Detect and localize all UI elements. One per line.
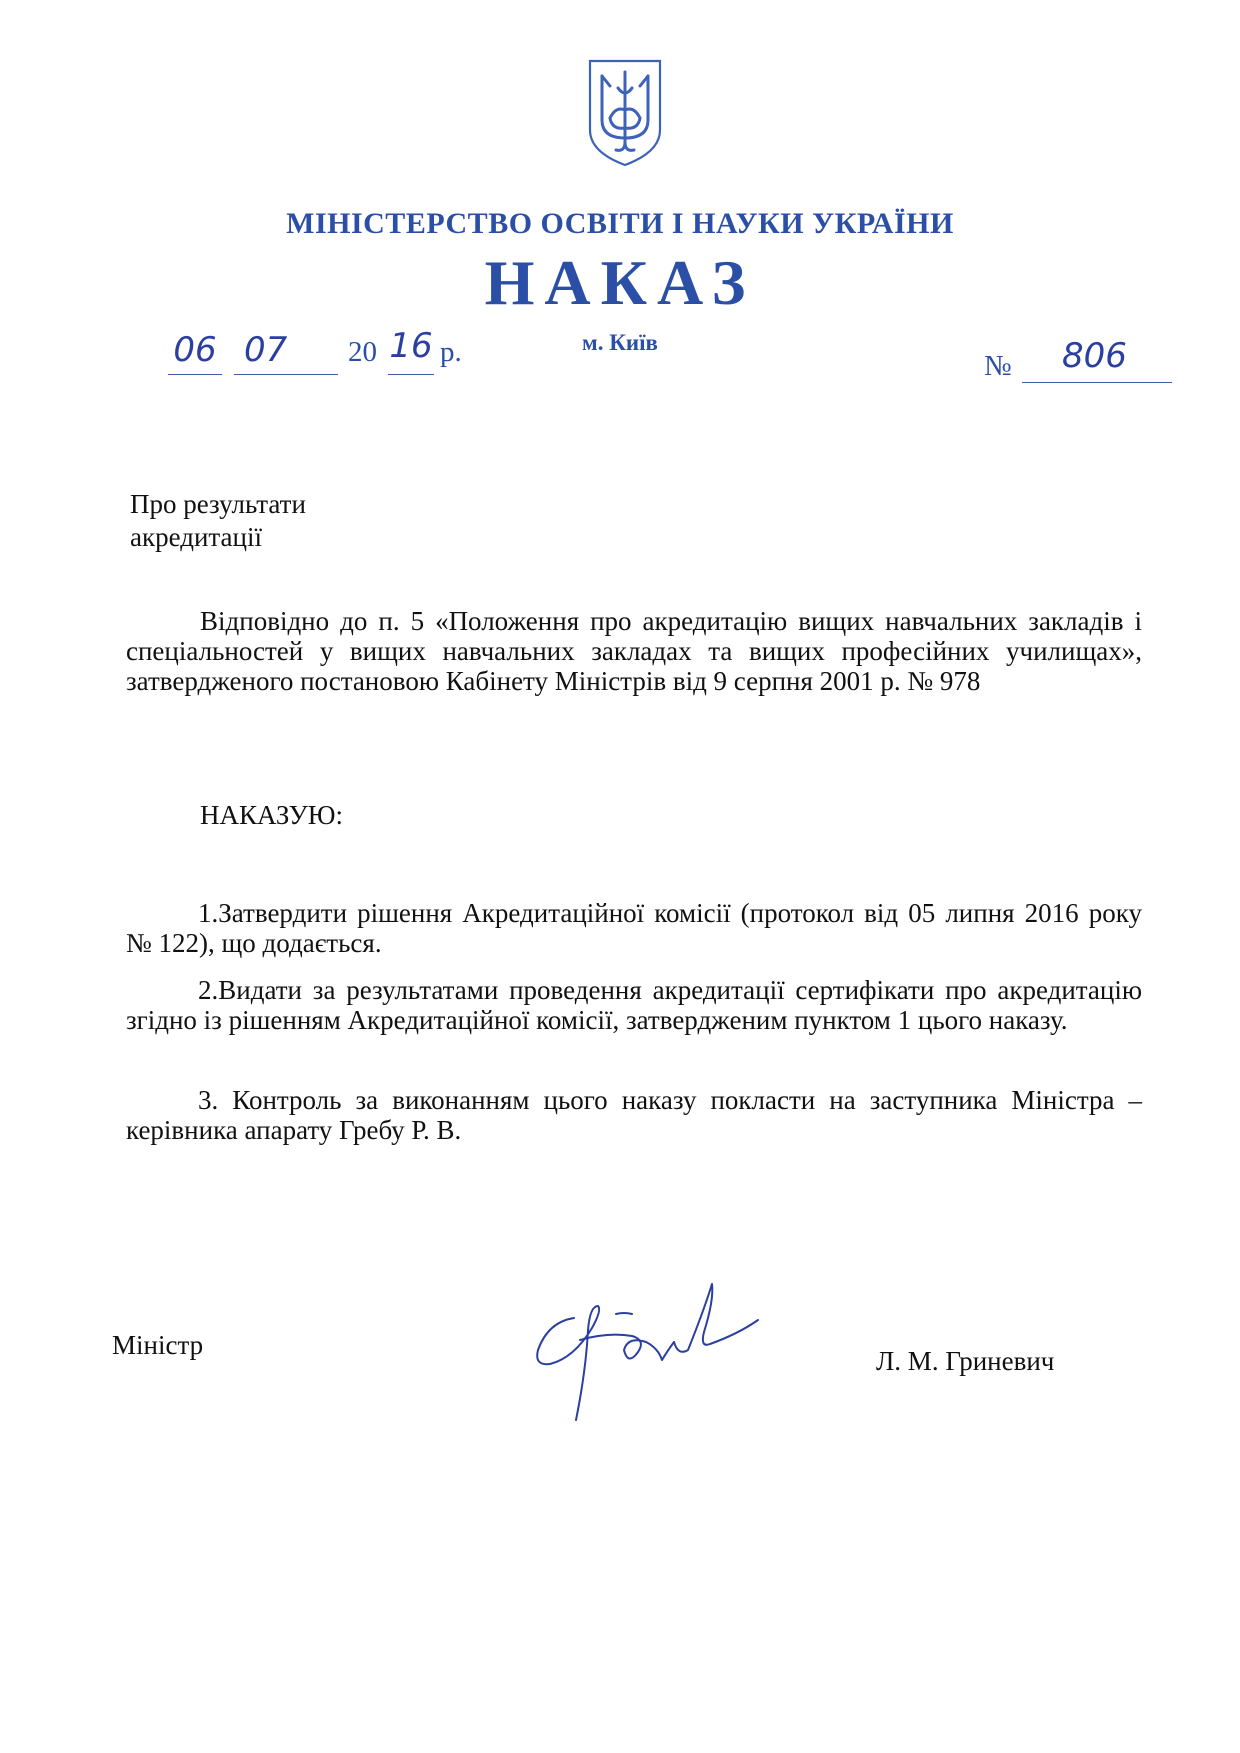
- order-number-value: 806: [1062, 336, 1127, 376]
- date-month: [234, 330, 338, 375]
- signatory-position: Міністр: [112, 1330, 204, 1360]
- order-number-label: №: [984, 350, 1012, 382]
- date-day: 06: [168, 330, 222, 375]
- date-year: 16: [388, 326, 434, 375]
- order-item: 3. Контроль за виконанням цього наказу покласти на заступника Міністра – керівника апарату Гребу Р. В.: [126, 1085, 1142, 1145]
- document-title: НАКАЗ: [484, 247, 756, 318]
- subject-line: акредитації: [130, 522, 262, 552]
- date-suffix: р.: [440, 336, 462, 368]
- trident-coat-of-arms-icon: [586, 58, 664, 168]
- order-number: [1022, 336, 1172, 383]
- subject-line: Про результати: [130, 489, 306, 519]
- signatory-name: Л. М. Гриневич: [876, 1346, 1055, 1376]
- city: м. Київ: [582, 330, 658, 355]
- date-month-value: 07: [244, 330, 288, 370]
- preamble-paragraph: Відповідно до п. 5 «Положення про акредитацію вищих навчальних закладів і спеціальностей у вищих навчальних закладах та вищих професійних училищах», затвердженого постановою Кабінету Міністрів від 9 серпня 2001 р. № 978: [126, 606, 1142, 696]
- order-word: НАКАЗУЮ:: [200, 800, 344, 830]
- subject: [130, 488, 306, 554]
- handwritten-signature-icon: [528, 1270, 768, 1430]
- ministry-name: МІНІСТЕРСТВО ОСВІТИ І НАУКИ УКРАЇНИ: [286, 207, 954, 240]
- order-item: 1.Затвердити рішення Акредитаційної комісії (протокол від 05 липня 2016 року № 122), що додається.: [126, 898, 1142, 958]
- date-century: 20: [348, 336, 377, 368]
- order-item: 2.Видати за результатами проведення акредитації сертифікати про акредитацію згідно із рішенням Акредитаційної комісії, затвердженим пунктом 1 цього наказу.: [126, 975, 1142, 1035]
